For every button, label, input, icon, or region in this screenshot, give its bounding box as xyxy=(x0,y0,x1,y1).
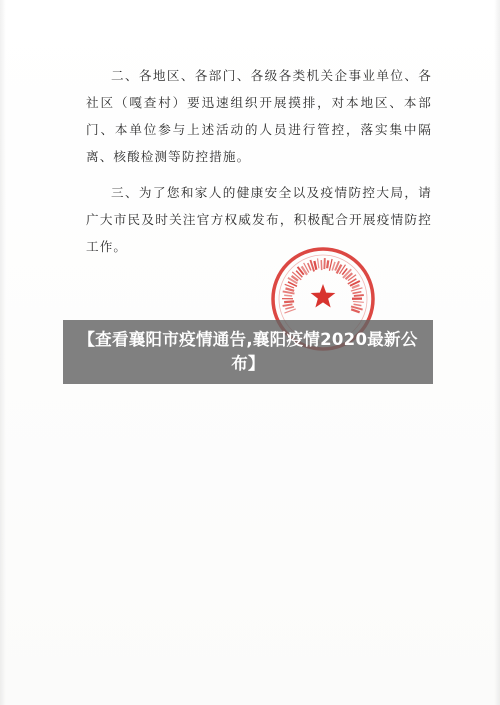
banner-title: 【查看襄阳市疫情通告,襄阳疫情2020最新公布】 xyxy=(78,330,418,373)
seal-ring-mark xyxy=(284,295,292,296)
seal-ring-mark xyxy=(351,309,359,312)
title-banner-overlay[interactable] xyxy=(63,320,433,384)
seal-ring-mark xyxy=(285,307,294,309)
page-edge-right xyxy=(494,0,500,705)
seal-ring-mark xyxy=(332,262,335,271)
seal-ring-mark xyxy=(329,259,332,271)
seal-ring-mark xyxy=(318,258,319,268)
seal-ring-mark xyxy=(283,304,293,306)
seal-ring-mark xyxy=(354,304,362,305)
seal-ring-mark xyxy=(354,295,364,296)
seal-ring-mark xyxy=(314,261,316,270)
seal-ring-mark xyxy=(327,260,328,268)
seal-ring-mark xyxy=(284,301,294,302)
seal-ring-mark xyxy=(353,301,364,302)
seal-ring-mark xyxy=(283,291,295,293)
seal-ring-mark xyxy=(285,288,294,290)
seal-ring-mark xyxy=(352,285,359,288)
seal-star-icon xyxy=(311,284,336,308)
document-body xyxy=(86,62,432,269)
paragraph-three: 三、为了您和家人的健康安全以及疫情防控大局，请广大市民及时关注官方权威发布，积极配合开展疫情防控工作。 xyxy=(86,185,432,254)
paragraph-two: 二、各地区、各部门、各级各类机关企事业单位、各社区（嘎查村）要迅速组织开展摸排，对本地区、本部门、本单位参与上述活动的人员进行管控，落实集中隔离、核酸检测等防控措施。 xyxy=(86,68,432,164)
seal-ring-mark xyxy=(308,263,311,270)
seal-ring-mark xyxy=(352,292,361,294)
page-edge-left xyxy=(0,0,6,705)
